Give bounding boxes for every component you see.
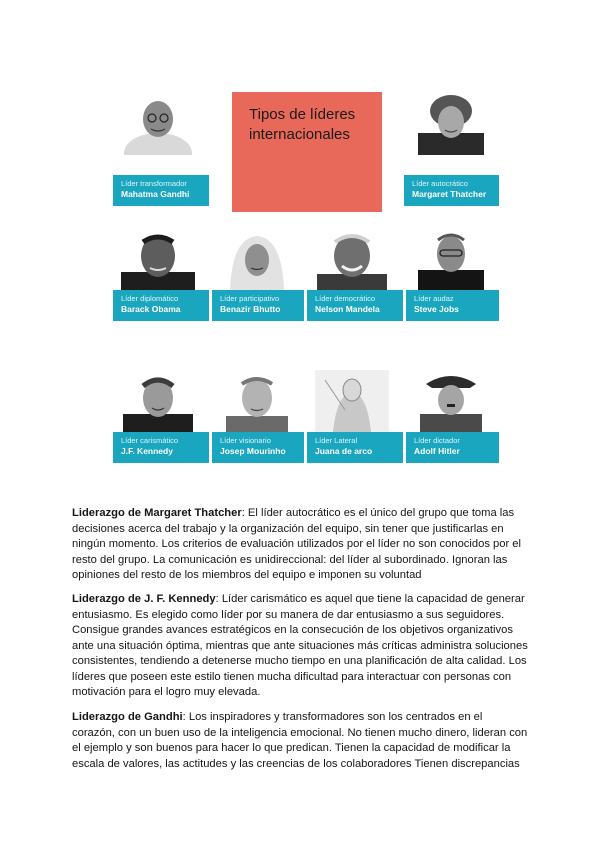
leader-name: Adolf Hitler: [414, 446, 460, 456]
leader-name: J.F. Kennedy: [121, 446, 173, 456]
leader-portrait: [414, 93, 488, 155]
leader-role: Líder participativo: [220, 294, 280, 303]
leader-card-mandela: [307, 228, 403, 314]
leader-name: Juana de arco: [315, 446, 373, 456]
leader-card-thatcher: [404, 93, 499, 199]
leader-card-bhutto: [212, 228, 304, 314]
leader-role: Líder transformador: [121, 179, 187, 188]
leader-portrait: [121, 370, 195, 432]
leader-name: Barack Obama: [121, 304, 181, 314]
paragraph-gandhi: [72, 710, 528, 772]
leader-role: Líder carismático: [121, 436, 179, 445]
paragraph-body: : Los inspiradores y transformadores son los centrados en el corazón, con un buen uso de la inteligencia emocional. No tienen mucho dinero, lideran con el ejemplo y son buenos para hacer lo que predican. Tienen la capacidad de modificar la escala de valores, las actitudes y las creencias de los colaboradores Tienen discrepancias: [72, 711, 528, 770]
leader-name: Steve Jobs: [414, 304, 459, 314]
paragraph-heading: Liderazgo de J. F. Kennedy: [72, 593, 216, 605]
leader-name: Margaret Thatcher: [412, 189, 487, 199]
paragraph-heading: Liderazgo de Gandhi: [72, 711, 183, 723]
leader-role: Líder visionario: [220, 436, 271, 445]
leaders-infographic: [113, 88, 499, 483]
leader-name: Mahatma Gandhi: [121, 189, 190, 199]
leader-role: Líder diplomático: [121, 294, 179, 303]
leader-card-jobs: [406, 228, 499, 314]
leader-card-juana: [307, 370, 403, 456]
leader-card-obama: [113, 228, 209, 314]
leader-portrait: [315, 370, 389, 432]
leader-card-kennedy: [113, 370, 209, 456]
paragraph-kennedy: [72, 592, 528, 701]
paragraph-thatcher: [72, 506, 528, 584]
infographic-title-box: [232, 92, 382, 212]
leader-portrait: [315, 228, 389, 290]
leader-portrait: [121, 93, 195, 155]
leader-portrait: [220, 228, 294, 290]
paragraph-body: : El líder autocrático es el único del grupo que toma las decisiones acerca del trabajo y la organización del equipo, sin tener que justificarlas en ningún momento. Los criterios de evaluación utilizados por el líder no son conocidos por el resto del grupo. La comunicación es unidireccional: del líder al subordinado. Ignoran las opiniones del resto de los miembros del equipo e imponen su voluntad: [72, 507, 522, 581]
leader-portrait: [414, 228, 488, 290]
leader-portrait: [414, 370, 488, 432]
leader-portrait: [121, 228, 195, 290]
leader-name: Nelson Mandela: [315, 304, 380, 314]
leader-card-hitler: [406, 370, 499, 456]
infographic-title: Tipos de líderes internacionales: [249, 106, 356, 143]
leader-role: Líder democrático: [315, 294, 376, 303]
leader-role: Líder audaz: [414, 294, 454, 303]
leader-name: Josep Mourinho: [220, 446, 286, 456]
paragraph-body: : Líder carismático es aquel que tiene la capacidad de generar entusiasmo. Es elegido como líder por su manera de dar entusiasmo a sus seguidores. Consigue grandes avances estratégicos en la consecución de los objetivos organizativos ante una situación óptima, mientras que ante situaciones más críticas administra soluciones consistentes, tendiendo a detenerse mucho tiempo en una planificación de alta calidad. Los líderes que poseen este estilo tienen mucha dificultad para interactuar con personas con motivación para el logro muy elevada.: [72, 593, 528, 698]
leader-card-mourinho: [212, 370, 304, 456]
leader-role: Líder dictador: [414, 436, 460, 445]
leader-portrait: [220, 370, 294, 432]
paragraph-heading: Liderazgo de Margaret Thatcher: [72, 507, 242, 519]
leader-role: Líder autocrático: [412, 179, 468, 188]
leader-card-gandhi: [113, 93, 209, 199]
leader-name: Benazir Bhutto: [220, 304, 281, 314]
leader-role: Líder Lateral: [315, 436, 358, 445]
